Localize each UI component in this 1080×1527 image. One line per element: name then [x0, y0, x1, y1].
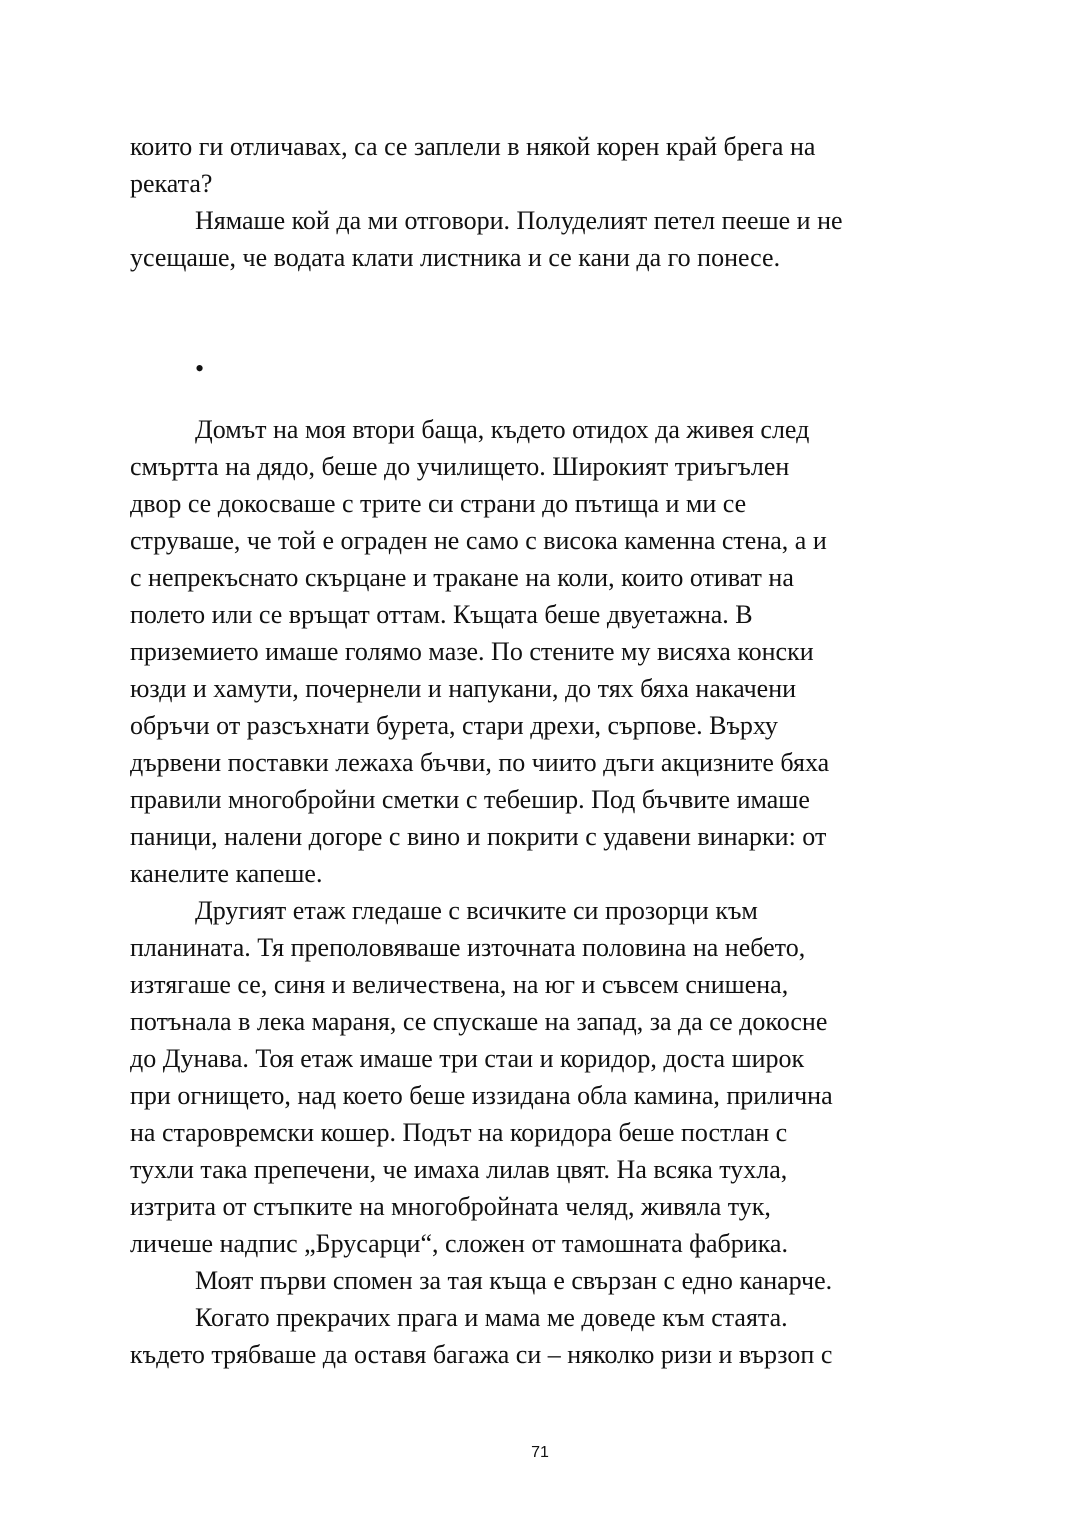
section-separator: •: [195, 354, 205, 383]
page-number: 71: [531, 1444, 549, 1461]
text-line: паници, налени догоре с вино и покрити с удавени винарки: от: [130, 822, 827, 851]
text-line: юзди и хамути, почернели и напукани, до тях бяха накачени: [130, 674, 797, 703]
text-line: планината. Тя преполовяваше източната половина на небето,: [130, 933, 806, 962]
text-line: при огнището, над което беше иззидана обла камина, прилична: [130, 1081, 833, 1110]
text-line: Домът на моя втори баща, където отидох да живея след: [195, 415, 810, 444]
text-block-main: [130, 411, 960, 1373]
text-line: изтягаше се, синя и величествена, на юг и съвсем снишена,: [130, 970, 789, 999]
text-line: които ги отличавах, са се заплели в някой корен край брега на: [130, 132, 816, 161]
text-line: дървени поставки лежаха бъчви, по чиито дъги акцизните бяха: [130, 748, 830, 777]
text-line: където трябваше да оставя багажа си – няколко ризи и вързоп с: [130, 1340, 833, 1369]
text-line: правили многобройни сметки с тебешир. Под бъчвите имаше: [130, 785, 810, 814]
text-line: личеше надпис „Брусарци“, сложен от тамошната фабрика.: [130, 1229, 788, 1258]
text-line: двор се докосваше с трите си страни до пътища и ми се: [130, 489, 747, 518]
text-line: на старовремски кошер. Подът на коридора беше постлан с: [130, 1118, 788, 1147]
text-line: полето или се връщат оттам. Къщата беше двуетажна. В: [130, 600, 753, 629]
text-line: потънала в лека мараня, се спускаше на запад, за да се докосне: [130, 1007, 828, 1036]
text-line: до Дунава. Тоя етаж имаше три стаи и коридор, доста широк: [130, 1044, 805, 1073]
text-line: Другият етаж гледаше с всичките си прозорци към: [195, 896, 758, 925]
text-line: тухли така препечени, че имаха лилав цвят. На всяка тухла,: [130, 1155, 788, 1184]
text-line: усещаше, че водата клати листника и се кани да го понесе.: [130, 243, 781, 272]
text-line: струваше, че той е ограден не само с висока каменна стена, а и: [130, 526, 827, 555]
text-line: Нямаше кой да ми отговори. Полуделият петел пееше и не: [195, 206, 843, 235]
text-line: приземието имаше голямо мазе. По стените му висяха конски: [130, 637, 814, 666]
text-line: с непрекъснато скърцане и тракане на коли, които отиват на: [130, 563, 794, 592]
text-block-top: [130, 128, 960, 276]
text-line: Моят първи спомен за тая къща е свързан с едно канарче.: [195, 1266, 833, 1295]
text-line: изтрита от стъпките на многобройната челяд, живяла тук,: [130, 1192, 771, 1221]
text-line: Когато прекрачих прага и мама ме доведе към стаята.: [195, 1303, 788, 1332]
text-line: смъртта на дядо, беше до училището. Широкият триъгълен: [130, 452, 790, 481]
text-line: реката?: [130, 169, 213, 198]
text-line: обръчи от разсъхнати бурета, стари дрехи, сърпове. Върху: [130, 711, 778, 740]
text-line: канелите капеше.: [130, 859, 323, 888]
